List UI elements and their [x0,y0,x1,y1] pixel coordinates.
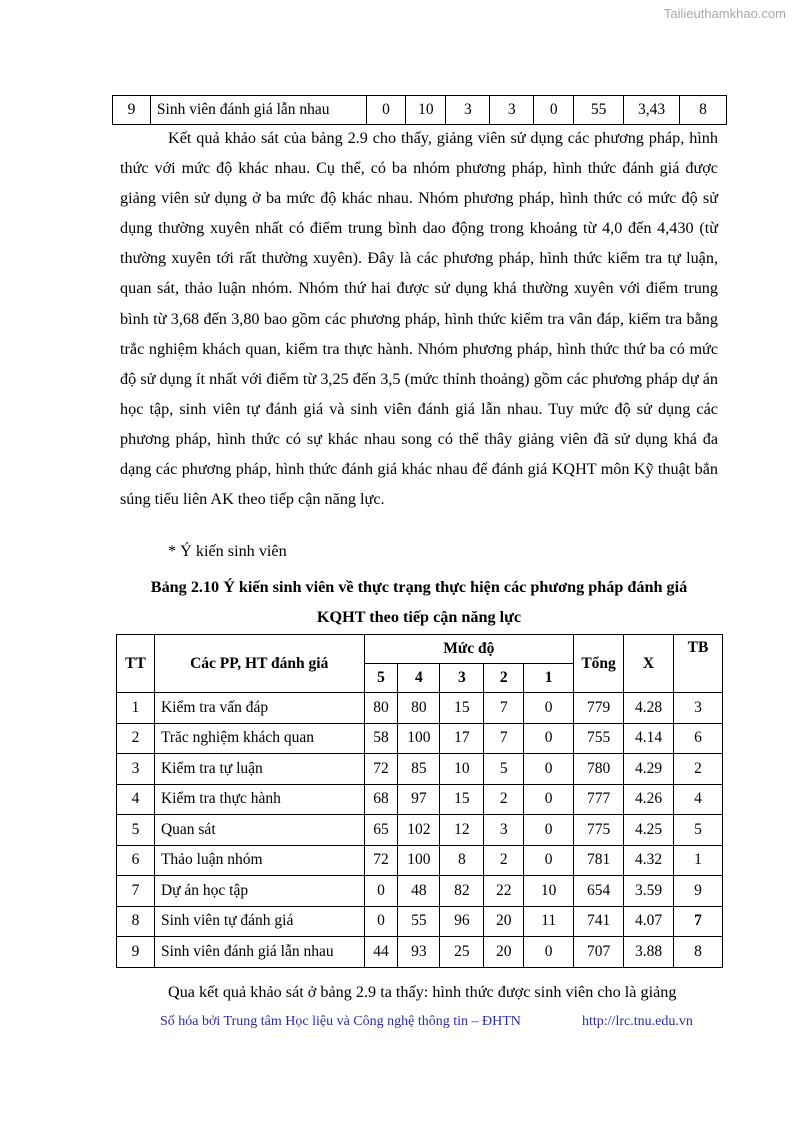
table-row [117,845,723,876]
cell: 2 [674,754,723,785]
table-row [117,937,723,968]
cell: 6 [674,723,723,754]
cell: 3,43 [624,96,680,125]
cell: 58 [364,723,398,754]
cell: 68 [364,784,398,815]
cell: 4 [674,784,723,815]
cell: 5 [674,815,723,846]
cell: 0 [524,845,574,876]
header-x: X [624,635,674,693]
cell: 15 [440,693,484,724]
header-level-3: 3 [440,664,484,693]
cell: 7 [484,723,524,754]
cell: 80 [398,693,440,724]
row-number: 7 [117,876,155,907]
cell: 96 [440,906,484,937]
table-row [113,96,727,125]
cell: 0 [534,96,574,125]
cell: 10 [440,754,484,785]
cell: 97 [398,784,440,815]
header-level-1: 1 [524,664,574,693]
cell: 72 [364,845,398,876]
cell: 55 [574,96,624,125]
cell: 8 [440,845,484,876]
cell: 80 [364,693,398,724]
cell: 1 [674,845,723,876]
header-level-4: 4 [398,664,440,693]
cell: 85 [398,754,440,785]
header-level: Mức độ [364,635,574,664]
header-tt: TT [117,635,155,693]
cell: 9 [674,876,723,907]
cell: 4.25 [624,815,674,846]
row-number: 1 [117,693,155,724]
row-number: 4 [117,784,155,815]
cell: 8 [674,937,723,968]
cell: 55 [398,906,440,937]
row-number: 6 [117,845,155,876]
cell: 82 [440,876,484,907]
cell: 779 [574,693,624,724]
table-body [117,693,723,968]
cell: 10 [524,876,574,907]
method-name: Kiểm tra tự luận [154,754,364,785]
cell: 755 [574,723,624,754]
body-paragraph: Qua kết quả khảo sát ở bảng 2.9 ta thấy: hình thức được sinh viên cho là giảng [168,983,677,1001]
cell: 3.59 [624,876,674,907]
table-row [117,754,723,785]
footer-text: Số hóa bởi Trung tâm Học liệu và Công nghệ thông tin – ĐHTN [160,1014,521,1029]
cell: 20 [484,937,524,968]
cell: 780 [574,754,624,785]
cell: 4.32 [624,845,674,876]
cell: 654 [574,876,624,907]
method-name: Quan sát [154,815,364,846]
row-number: 8 [117,906,155,937]
table-row [117,693,723,724]
cell: 0 [524,723,574,754]
cell: 8 [680,96,727,125]
table-caption [120,572,718,632]
cell: 0 [364,876,398,907]
header-level-5: 5 [364,664,398,693]
cell: 707 [574,937,624,968]
cell: 7 [674,906,723,937]
table-row [117,723,723,754]
cell: 7 [484,693,524,724]
method-name: Trăc nghiệm khách quan [154,723,364,754]
cell: 0 [524,754,574,785]
cell: 72 [364,754,398,785]
method-name: Kiểm tra thực hành [154,784,364,815]
cell: 0 [364,906,398,937]
cell: 25 [440,937,484,968]
row-number: 3 [117,754,155,785]
row-number: 5 [117,815,155,846]
cell: 4.07 [624,906,674,937]
header-total: Tổng [574,635,624,693]
method-name: Dự án học tập [154,876,364,907]
cell: 10 [406,96,446,125]
cell: 100 [398,723,440,754]
method-name: Thảo luận nhóm [154,845,364,876]
cell: 0 [366,96,406,125]
cell: 775 [574,815,624,846]
table-row [117,906,723,937]
previous-table-fragment [112,95,727,125]
cell: 48 [398,876,440,907]
cell: 781 [574,845,624,876]
method-name: Kiểm tra vấn đáp [154,693,364,724]
cell: 100 [398,845,440,876]
cell: 2 [484,784,524,815]
cell: 3 [490,96,534,125]
cell: 22 [484,876,524,907]
cell: 12 [440,815,484,846]
table-row [117,784,723,815]
cell: 3 [674,693,723,724]
cell: 0 [524,784,574,815]
caption-line-1: Bảng 2.10 Ý kiến sinh viên về thực trạng thực hiện các phương pháp đánh giá [150,578,688,596]
survey-table [116,634,723,968]
table-row [117,876,723,907]
row-number: 9 [113,96,151,125]
cell: 3.88 [624,937,674,968]
cell: 4.28 [624,693,674,724]
cell: 4.29 [624,754,674,785]
cell: 15 [440,784,484,815]
cell: 4.26 [624,784,674,815]
header-level-2: 2 [484,664,524,693]
row-number: 2 [117,723,155,754]
cell: 3 [446,96,490,125]
cell: 20 [484,906,524,937]
cell: 5 [484,754,524,785]
body-paragraph: Kết quả khảo sát của bảng 2.9 cho thấy, giảng viên sử dụng các phương pháp, hình thức với mức độ khác nhau. Cụ thể, có ba nhóm phương pháp, hình thức đánh giá được giảng viên sử dụng ở ba mức độ khác nhau. Nhóm phương pháp, hình thức có mức độ sử dụng thường xuyên nhất có điểm trung bình dao động trong khoảng từ 4,0 đến 4,430 (từ thường xuyên tới rất thường xuyên). Đây là các phương pháp, hình thức kiểm tra tự luận, quan sát, thảo luận nhóm. Nhóm thứ hai được sử dụng khá thường xuyên với điểm trung bình từ 3,68 đến 3,80 bao gồm các phương pháp, hình thức kiểm tra vân đáp, kiểm tra bằng trắc nghiệm khách quan, kiểm tra thực hành. Nhóm phương pháp, hình thức thứ ba có mức độ sử dụng ít nhất với điểm từ 3,25 đến 3,5 (mức thỉnh thoảng) gồm các phương pháp dự án học tập, sinh viên tự đánh giá và sinh viên đánh giá lẫn nhau. Tuy mức độ sử dụng các phương pháp, hình thức có sự khác nhau song có thể thây giảng viên đã sử dụng khá đa dạng các phương pháp, hình thức đánh giá khác nhau để đánh giá KQHT môn Kỹ thuật bắn súng tiểu liên AK theo tiếp cận năng lực. [120,129,718,509]
cell: 741 [574,906,624,937]
cell: 17 [440,723,484,754]
section-heading: * Ý kiến sinh viên [168,542,287,560]
cell: 2 [484,845,524,876]
cell: 777 [574,784,624,815]
header-row [117,635,723,664]
method-name: Sinh viên đánh giá lẫn nhau [150,96,366,125]
cell: 0 [524,815,574,846]
method-name: Sinh viên tự đánh giá [154,906,364,937]
header-tb: TB [674,635,723,693]
watermark: Tailieuthamkhao.com [663,6,786,21]
table-row [117,815,723,846]
cell: 11 [524,906,574,937]
method-name: Sinh viên đánh giá lẫn nhau [154,937,364,968]
cell: 93 [398,937,440,968]
cell: 0 [524,937,574,968]
cell: 0 [524,693,574,724]
caption-line-2: KQHT theo tiếp cận năng lực [316,608,522,627]
cell: 65 [364,815,398,846]
cell: 4.14 [624,723,674,754]
footer-url[interactable]: http://lrc.tnu.edu.vn [582,1014,693,1029]
header-method: Các PP, HT đánh giá [154,635,364,693]
cell: 102 [398,815,440,846]
cell: 3 [484,815,524,846]
row-number: 9 [117,937,155,968]
cell: 44 [364,937,398,968]
